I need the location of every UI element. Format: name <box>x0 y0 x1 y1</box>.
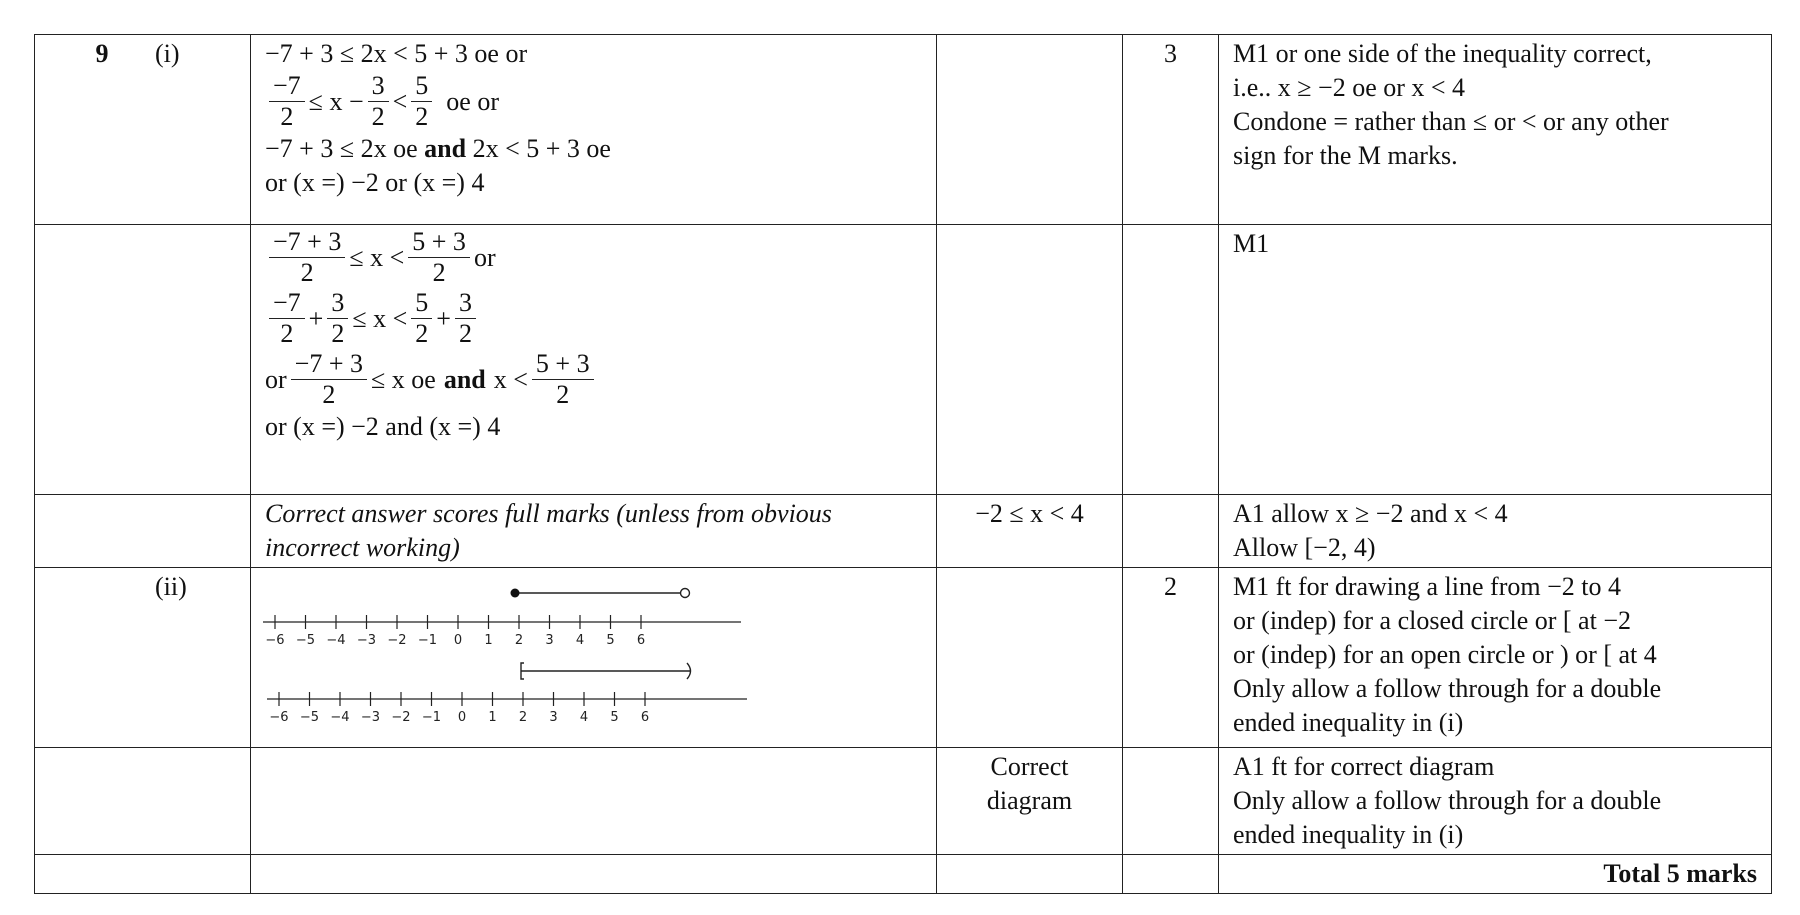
tick-label: 1 <box>488 710 497 725</box>
working-line-fraction: $\frac{-7}{2}$ + $\frac{3}{2}$ ≤ x < $\frac{5}{2}$ + $\frac{3}{2}$ <box>265 288 922 349</box>
tick-label: −3 <box>356 633 377 648</box>
working-cell: Correct answer scores full marks (unless from obvious incorrect working) <box>251 495 937 568</box>
question-part: (ii) <box>155 572 187 601</box>
table-row <box>35 35 1772 225</box>
question-cell <box>35 568 251 748</box>
number-line-ticks <box>265 615 645 648</box>
total-marks: Total 5 marks <box>1219 855 1772 894</box>
question-cell <box>35 35 251 225</box>
mark-cell: 2 <box>1123 568 1219 748</box>
mark-cell <box>1123 748 1219 855</box>
number-line-diagram <box>251 568 937 738</box>
tick-label: −6 <box>269 710 289 725</box>
fraction: $\frac{5}{2}$ <box>411 71 432 132</box>
tick-label: 6 <box>636 633 646 648</box>
tick-label: 6 <box>640 710 650 725</box>
table-row <box>35 568 1772 748</box>
working-line: −7 + 3 ≤ 2x oe and 2x < 5 + 3 oe <box>265 134 611 163</box>
tick-label: 4 <box>579 710 589 725</box>
table-row <box>35 748 1772 855</box>
question-cell <box>35 748 251 855</box>
mark-scheme-table <box>34 34 1772 894</box>
table-row-total <box>35 855 1772 894</box>
question-number: 9 <box>95 39 109 68</box>
open-circle-icon <box>681 589 690 598</box>
working-line: or (x =) −2 or (x =) 4 <box>265 168 485 197</box>
working-cell <box>251 35 937 225</box>
answer-cell <box>937 225 1123 495</box>
notes-cell: M1 or one side of the inequality correct, i.e.. x ≥ −2 oe or x < 4 Condone = rather than ≤ or < or any other sign for the M marks. <box>1219 35 1772 225</box>
working-cell <box>251 748 937 855</box>
table-row <box>35 495 1772 568</box>
tick-label: 0 <box>457 710 467 725</box>
notes-cell: A1 allow x ≥ −2 and x < 4 Allow [−2, 4) <box>1219 495 1772 568</box>
answer-cell <box>937 35 1123 225</box>
notes-cell: M1 ft for drawing a line from −2 to 4 or (indep) for a closed circle or [ at −2 or (indep) for an open circle or ) or [ at 4 Only allow a follow through for a double ended inequality in (i) <box>1219 568 1772 748</box>
tick-label: −1 <box>417 633 438 648</box>
working-line-fraction: or $\frac{-7 + 3}{2}$ ≤ x oe and x < $\frac{5 + 3}{2}$ <box>265 349 922 410</box>
question-part: (i) <box>155 39 180 68</box>
working-line: or (x =) −2 and (x =) 4 <box>265 412 501 441</box>
tick-label: 3 <box>545 633 554 648</box>
working-line-fraction: $\frac{-7 + 3}{2}$ ≤ x < $\frac{5 + 3}{2}$ or <box>265 227 922 288</box>
tick-label: −2 <box>387 633 407 648</box>
working-line: −7 + 3 ≤ 2x < 5 + 3 oe or <box>265 39 528 68</box>
tick-label: −1 <box>421 710 442 725</box>
number-line-ticks <box>269 692 649 725</box>
fraction: $\frac{3}{2}$ <box>368 71 389 132</box>
notes-cell: A1 ft for correct diagram Only allow a follow through for a double ended inequality in (i) <box>1219 748 1772 855</box>
notes-cell: M1 <box>1219 225 1772 495</box>
tick-label: −4 <box>326 633 346 648</box>
tick-label: 1 <box>484 633 493 648</box>
answer-cell <box>937 568 1123 748</box>
tick-label: −5 <box>295 633 316 648</box>
working-cell <box>251 225 937 495</box>
answer-cell: Correct diagram <box>937 748 1123 855</box>
tick-label: −4 <box>330 710 350 725</box>
tick-label: −6 <box>265 633 285 648</box>
question-cell <box>35 495 251 568</box>
tick-label: 5 <box>606 633 615 648</box>
tick-label: 3 <box>549 710 558 725</box>
answer-cell: −2 ≤ x < 4 <box>937 495 1123 568</box>
working-cell <box>251 568 937 748</box>
mark-cell <box>1123 225 1219 495</box>
working-line-fraction: $\frac{-7}{2}$ ≤ x − $\frac{3}{2}$ < $\frac{5}{2}$ oe or <box>265 71 922 132</box>
tick-label: 2 <box>518 710 528 725</box>
tick-label: 0 <box>453 633 463 648</box>
tick-label: 4 <box>575 633 585 648</box>
question-cell <box>35 225 251 495</box>
tick-label: −3 <box>360 710 381 725</box>
fraction: $\frac{-7}{2}$ <box>269 71 305 132</box>
tick-label: 5 <box>610 710 619 725</box>
tick-label: −5 <box>299 710 320 725</box>
tick-label: 2 <box>514 633 524 648</box>
tick-label: −2 <box>391 710 411 725</box>
closed-circle-icon <box>511 589 520 598</box>
mark-cell: 3 <box>1123 35 1219 225</box>
table-row <box>35 225 1772 495</box>
mark-cell <box>1123 495 1219 568</box>
